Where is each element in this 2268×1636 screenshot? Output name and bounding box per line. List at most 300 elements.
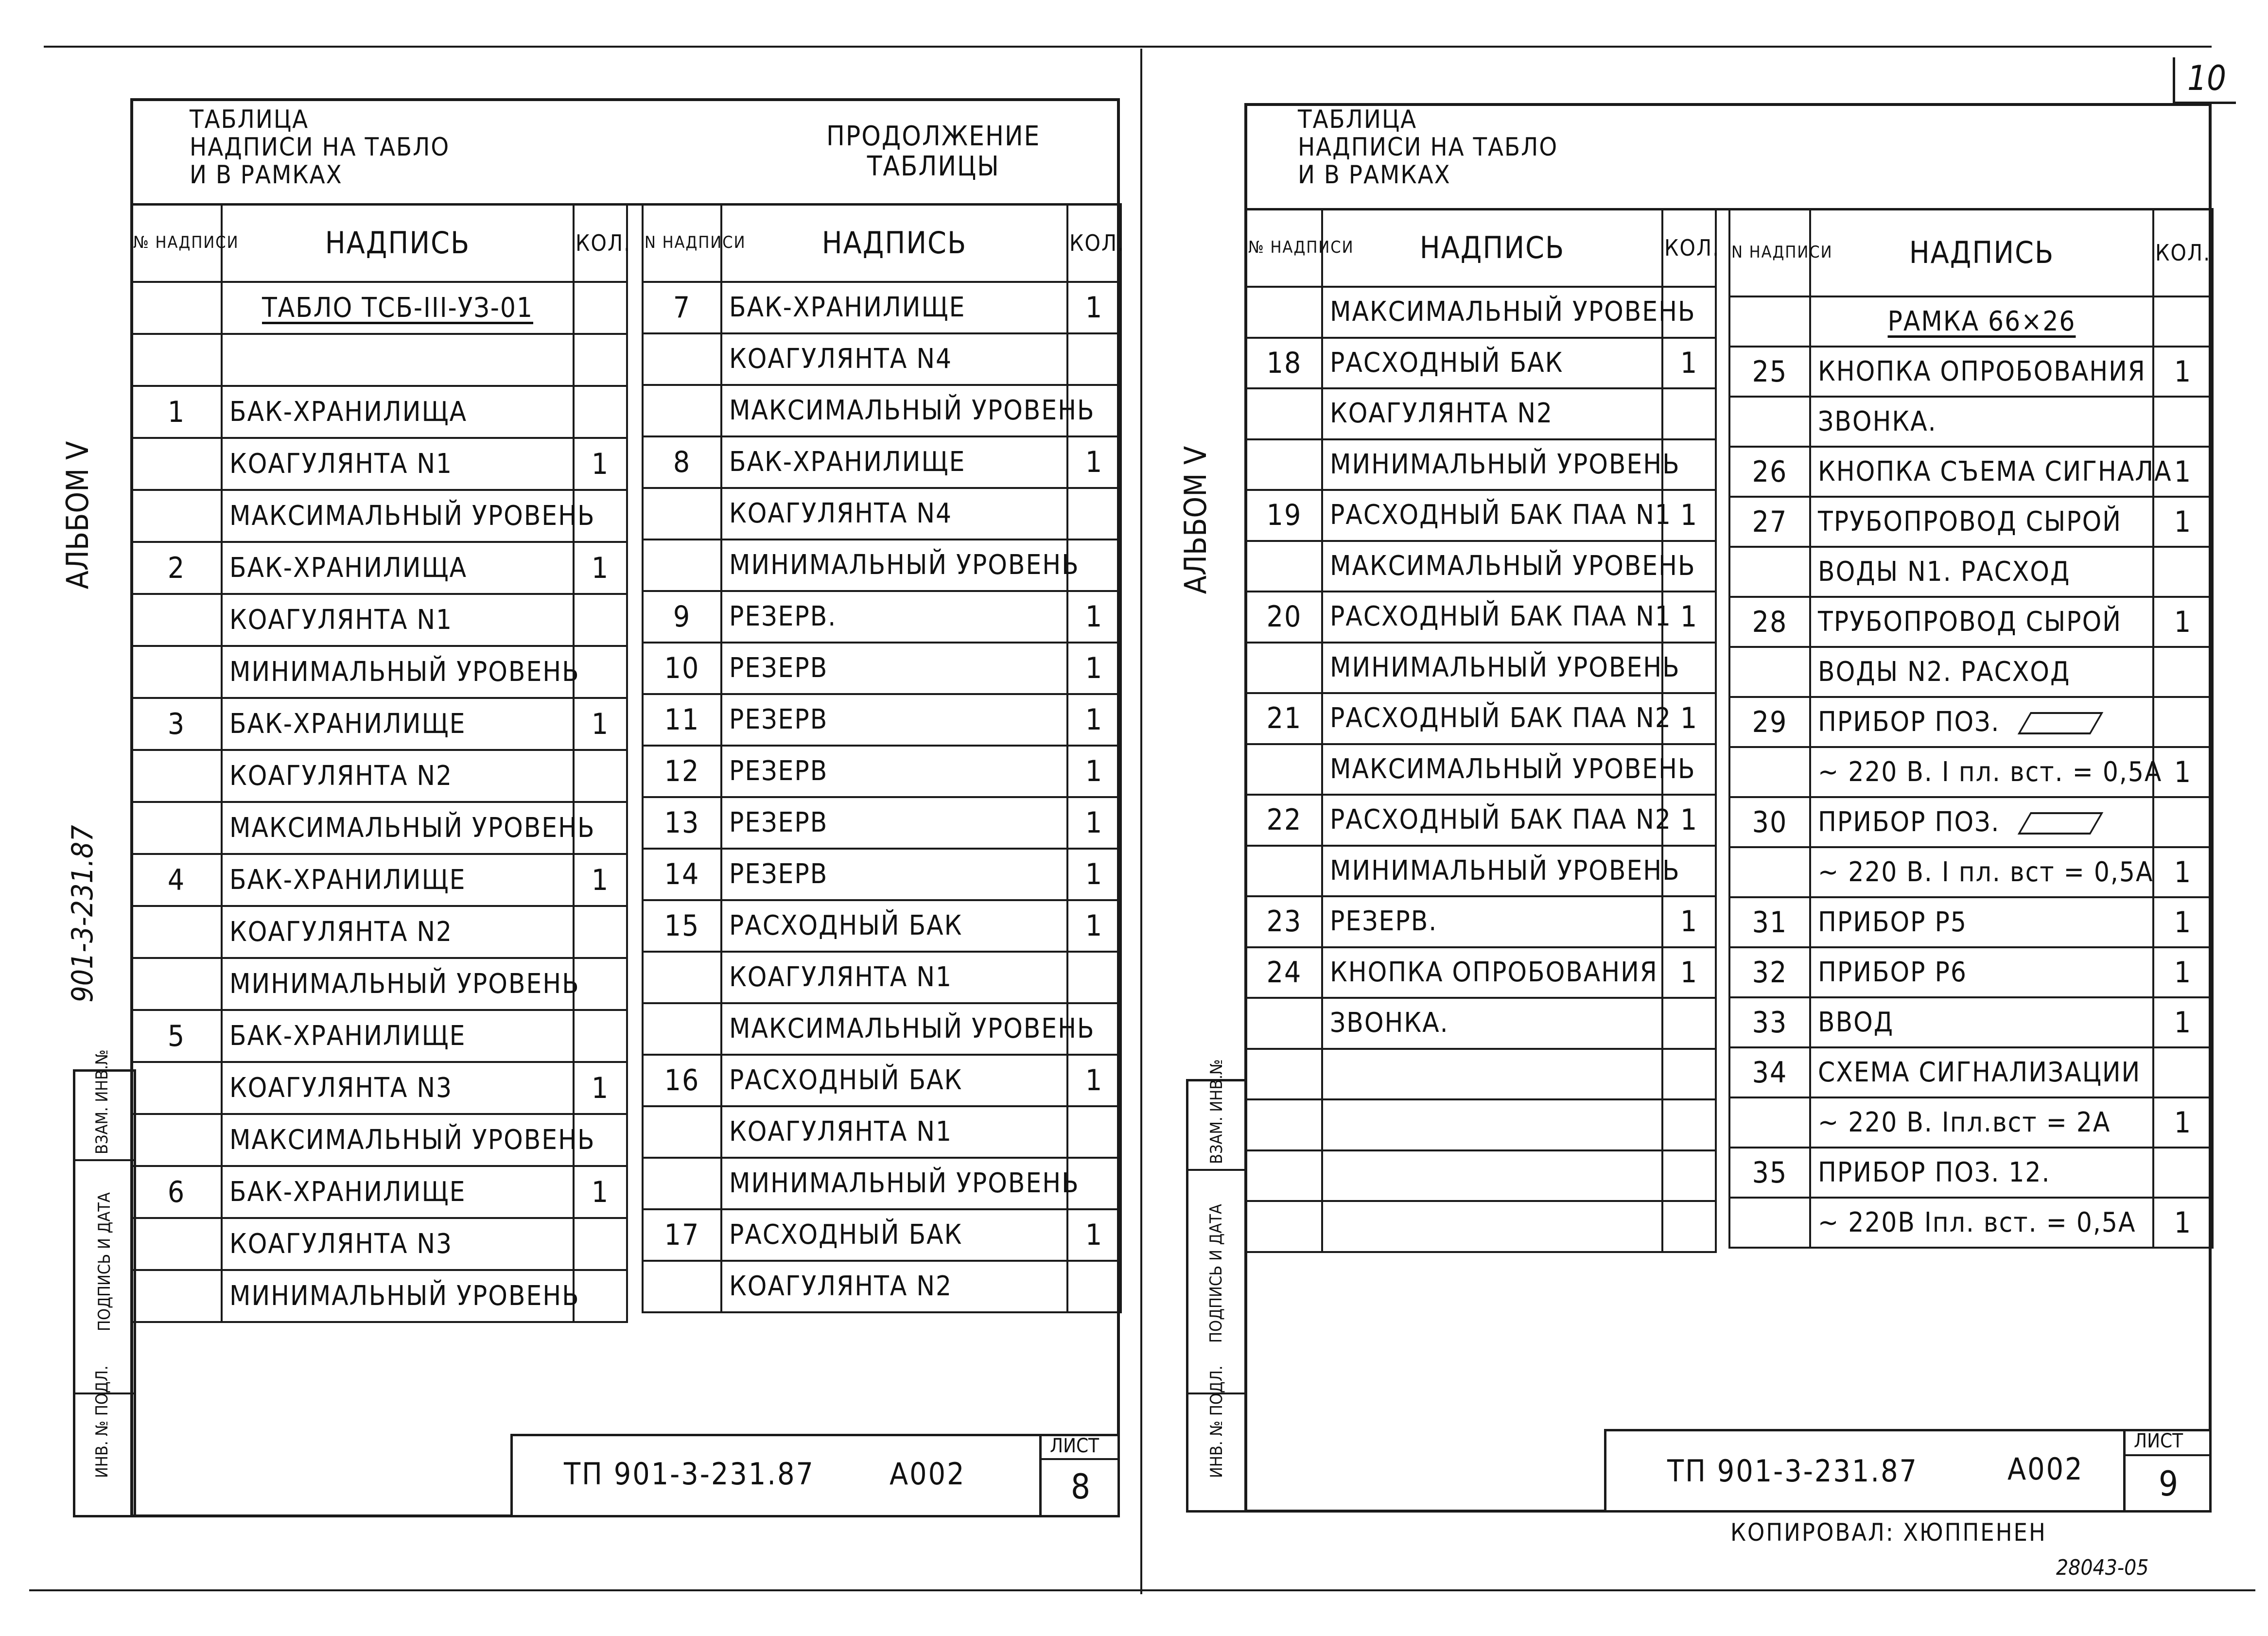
row-qty — [1662, 1099, 1716, 1150]
row-num — [1246, 287, 1322, 338]
row-num: 29 — [1729, 697, 1810, 747]
table-row — [1246, 998, 1716, 1049]
table-row — [643, 436, 1121, 488]
row-qty: 1 — [574, 438, 627, 490]
row-text — [222, 1218, 574, 1270]
row-num: 3 — [131, 698, 222, 750]
row-text-value: МАКСИМАЛЬНЫЙ УРОВЕНЬ — [229, 500, 595, 532]
table-row — [643, 1261, 1121, 1312]
table-row — [1246, 1049, 1716, 1100]
row-text-value: РАСХОДНЫЙ БАК ПАА N2 — [1330, 804, 1672, 836]
col-num-header: N НАДПИСИ — [643, 204, 721, 282]
row-qty: 1 — [2153, 597, 2213, 647]
table-row — [1729, 497, 2213, 547]
row-num: 15 — [643, 900, 721, 952]
table-row — [1729, 697, 2213, 747]
table-row — [131, 698, 627, 750]
table-row — [1729, 847, 2213, 897]
row-text — [1810, 647, 2153, 697]
table-row — [1246, 287, 1716, 338]
row-qty — [2153, 1047, 2213, 1097]
row-qty: 1 — [1067, 1209, 1121, 1261]
table-row — [1246, 490, 1716, 541]
left-table-2 — [642, 203, 1125, 1313]
left-stripe-sign: ПОДПИСЬ И ДАТА — [95, 1192, 114, 1331]
table-row — [1729, 1198, 2213, 1248]
table-row — [131, 1062, 627, 1114]
row-qty: 1 — [1662, 947, 1716, 998]
row-qty — [1662, 1201, 1716, 1252]
row-text-value: ЗВОНКА. — [1818, 405, 1937, 437]
continuation-line-1: ПРОДОЛЖЕНИЕ — [826, 121, 1041, 152]
row-text — [721, 540, 1080, 591]
row-qty — [574, 1010, 627, 1062]
row-num: 28 — [1729, 597, 1810, 647]
row-qty: 1 — [2153, 497, 2213, 547]
row-qty: 1 — [1067, 849, 1121, 900]
row-qty: 1 — [1067, 436, 1121, 488]
row-text — [1322, 338, 1662, 389]
left-sheet-no: 8 — [1070, 1467, 1091, 1507]
row-num: 16 — [643, 1055, 721, 1106]
row-num — [1729, 1198, 1810, 1248]
table-row — [643, 900, 1121, 952]
row-qty — [574, 594, 627, 646]
archive-number: 28043-05 — [2056, 1555, 2149, 1580]
row-qty — [2153, 797, 2213, 847]
row-text — [721, 1003, 1095, 1055]
row-text-value: МИНИМАЛЬНЫЙ УРОВЕНЬ — [729, 549, 1080, 581]
row-text-value: РЕЗЕРВ — [729, 858, 828, 890]
row-qty: 1 — [2153, 897, 2213, 947]
row-text — [1322, 592, 1672, 643]
row-qty — [574, 1218, 627, 1270]
row-text-value: СХЕМА СИГНАЛИЗАЦИИ — [1818, 1056, 2141, 1088]
row-text — [222, 802, 595, 854]
row-text — [1810, 997, 2153, 1047]
row-qty: 1 — [1067, 746, 1121, 797]
row-text-value: МИНИМАЛЬНЫЙ УРОВЕНЬ — [1330, 854, 1680, 887]
row-num: 11 — [643, 694, 721, 746]
row-text — [721, 1158, 1080, 1209]
row-text-value: БАК-ХРАНИЛИЩЕ — [729, 292, 966, 323]
row-qty: 1 — [1662, 490, 1716, 541]
row-num: 17 — [643, 1209, 721, 1261]
row-text-value: ТРУБОПРОВОД СЫРОЙ — [1818, 505, 2122, 538]
row-text-value: КОАГУЛЯНТА N3 — [229, 1072, 453, 1104]
table-row — [1729, 296, 2213, 347]
row-num — [643, 952, 721, 1003]
table-row — [1729, 1047, 2213, 1097]
row-text-value: МАКСИМАЛЬНЫЙ УРОВЕНЬ — [729, 395, 1095, 426]
row-text-value: РАСХОДНЫЙ БАК ПАА N1 — [1330, 601, 1672, 633]
row-num — [131, 802, 222, 854]
row-num: 14 — [643, 849, 721, 900]
row-qty — [2153, 1148, 2213, 1198]
table-row — [1246, 338, 1716, 389]
row-text — [721, 1261, 1067, 1312]
row-text-value: КНОПКА ОПРОБОВАНИЯ — [1818, 355, 2146, 387]
row-qty: 1 — [1662, 338, 1716, 389]
table-row — [131, 542, 627, 594]
row-text — [721, 488, 1067, 540]
row-qty: 1 — [1662, 693, 1716, 744]
col-qty-header: КОЛ. — [2153, 209, 2213, 296]
left-stripe-inv: ИНВ. № ПОДЛ. — [92, 1365, 112, 1478]
row-text-value: МАКСИМАЛЬНЫЙ УРОВЕНЬ — [1330, 753, 1696, 785]
row-text-value: ПРИБОР ПОЗ. — [1818, 706, 2000, 738]
row-text-value: РЕЗЕРВ. — [1330, 905, 1438, 938]
table-row — [643, 333, 1121, 385]
row-num: 19 — [1246, 490, 1322, 541]
row-num: 6 — [131, 1166, 222, 1218]
left-album-label: АЛЬБОМ V — [60, 441, 95, 590]
table-row — [1729, 547, 2213, 597]
row-num — [131, 1270, 222, 1322]
row-text — [1322, 795, 1672, 846]
row-text-value: ВОДЫ N2. РАСХОД — [1818, 656, 2071, 688]
table-row — [1729, 447, 2213, 497]
table-row — [643, 488, 1121, 540]
row-qty: 1 — [1662, 795, 1716, 846]
left-stamp-doc: А002 — [890, 1456, 966, 1492]
row-text — [1810, 296, 2153, 347]
row-qty: 1 — [1067, 282, 1121, 333]
row-text-value: ТРУБОПРОВОД СЫРОЙ — [1818, 606, 2122, 638]
row-text-value: МАКСИМАЛЬНЫЙ УРОВЕНЬ — [1330, 296, 1696, 328]
row-num — [643, 1003, 721, 1055]
row-num — [131, 1114, 222, 1166]
row-text-value: РЕЗЕРВ — [729, 704, 828, 735]
row-num — [131, 282, 222, 334]
table-row — [131, 334, 627, 386]
col-qty-header: КОЛ. — [1662, 209, 1716, 287]
right-stamp-doc: А002 — [2007, 1451, 2084, 1487]
left-title — [190, 106, 450, 190]
row-num — [643, 540, 721, 591]
row-num — [131, 646, 222, 698]
row-qty — [1662, 388, 1716, 439]
row-qty: 1 — [1067, 694, 1121, 746]
row-text-value: РАСХОДНЫЙ БАК ПАА N2 — [1330, 702, 1672, 734]
row-qty: 1 — [1067, 797, 1121, 849]
row-qty: 1 — [2153, 947, 2213, 997]
row-qty: 1 — [1662, 592, 1716, 643]
row-text-value: КНОПКА СЪЕМА СИГНАЛА — [1818, 455, 2172, 487]
row-text — [1810, 597, 2153, 647]
row-text — [1322, 1201, 1662, 1252]
row-text-value: ~ 220 В. Iпл.вст = 2А — [1818, 1106, 2111, 1138]
table-row — [131, 490, 627, 542]
row-text — [222, 698, 574, 750]
row-text — [1322, 541, 1696, 592]
row-text-value: ТАБЛО ТСБ-III-УЗ-01 — [262, 292, 534, 324]
row-text — [721, 900, 1067, 952]
row-qty — [1662, 998, 1716, 1049]
left-table-1 — [130, 203, 631, 1323]
row-qty: 1 — [574, 1062, 627, 1114]
row-qty — [2153, 296, 2213, 347]
row-num: 21 — [1246, 693, 1322, 744]
table-row — [131, 594, 627, 646]
row-num: 27 — [1729, 497, 1810, 547]
table-row — [1246, 643, 1716, 694]
right-title-line-3: И В РАМКАХ — [1298, 160, 1451, 190]
row-num: 35 — [1729, 1148, 1810, 1198]
row-num: 30 — [1729, 797, 1810, 847]
col-qty-header: КОЛ. — [574, 204, 627, 282]
row-text-value: МИНИМАЛЬНЫЙ УРОВЕНЬ — [1330, 448, 1680, 480]
row-text — [1810, 897, 2153, 947]
table-row — [1246, 846, 1716, 897]
row-text-value: КОАГУЛЯНТА N1 — [729, 1116, 953, 1148]
right-title-line-1: ТАБЛИЦА — [1298, 105, 1417, 134]
row-num — [1729, 296, 1810, 347]
table-row — [643, 1003, 1121, 1055]
left-title-line-3: И В РАМКАХ — [190, 160, 343, 190]
row-num: 12 — [643, 746, 721, 797]
row-qty: 1 — [1067, 643, 1121, 694]
row-qty — [2153, 697, 2213, 747]
row-num — [643, 385, 721, 436]
row-qty: 1 — [1067, 591, 1121, 643]
row-qty: 1 — [574, 542, 627, 594]
row-qty: 1 — [1067, 1055, 1121, 1106]
row-num: 5 — [131, 1010, 222, 1062]
table-row — [643, 643, 1121, 694]
row-num — [131, 490, 222, 542]
row-text-value: БАК-ХРАНИЛИЩЕ — [229, 708, 466, 740]
row-text-value: МИНИМАЛЬНЫЙ УРОВЕНЬ — [229, 656, 580, 688]
table-row — [643, 385, 1121, 436]
table-row — [1729, 897, 2213, 947]
table-row — [643, 1209, 1121, 1261]
row-qty — [574, 1270, 627, 1322]
row-qty — [574, 282, 627, 334]
row-text — [222, 334, 574, 386]
row-num — [1246, 643, 1322, 694]
table-row — [1729, 1148, 2213, 1198]
left-stamp-code: ТП 901-3-231.87 — [564, 1456, 815, 1492]
row-text — [1322, 1049, 1662, 1100]
row-text — [222, 906, 574, 958]
row-text-value: ~ 220 В. I пл. вст = 0,5А — [1818, 856, 2154, 888]
row-text-value: КОАГУЛЯНТА N1 — [729, 961, 953, 993]
table-row — [131, 802, 627, 854]
table-row — [131, 282, 627, 334]
row-text — [1322, 1150, 1662, 1201]
row-text-value: ПРИБОР ПОЗ. — [1818, 806, 2000, 838]
row-num — [1246, 846, 1322, 897]
row-num — [131, 594, 222, 646]
left-sheet-cell-divider — [1039, 1458, 1120, 1460]
row-text-value: КОАГУЛЯНТА N2 — [729, 1271, 953, 1302]
row-text — [1810, 397, 2153, 447]
row-qty: 1 — [2153, 347, 2213, 397]
row-qty — [1067, 1106, 1121, 1158]
row-text — [222, 438, 574, 490]
row-text — [222, 1114, 595, 1166]
row-text-value: КОАГУЛЯНТА N2 — [1330, 398, 1553, 430]
col-text-header: НАДПИСЬ — [1322, 209, 1662, 287]
row-text — [222, 750, 574, 802]
row-qty: 1 — [574, 1166, 627, 1218]
row-num: 7 — [643, 282, 721, 333]
row-text-value: КОАГУЛЯНТА N2 — [229, 916, 453, 948]
row-qty: 1 — [1662, 896, 1716, 947]
row-text — [1810, 847, 2153, 897]
row-text-value: МАКСИМАЛЬНЫЙ УРОВЕНЬ — [229, 1124, 595, 1156]
row-text-value: МАКСИМАЛЬНЫЙ УРОВЕНЬ — [1330, 550, 1696, 582]
table-row — [1729, 797, 2213, 847]
row-text — [721, 282, 1067, 333]
row-qty — [574, 334, 627, 386]
left-sheet-label: ЛИСТ — [1050, 1435, 1099, 1457]
row-text-value: РАСХОДНЫЙ БАК — [729, 1219, 963, 1251]
row-num: 31 — [1729, 897, 1810, 947]
row-num — [131, 906, 222, 958]
row-num: 33 — [1729, 997, 1810, 1047]
row-text — [721, 797, 1067, 849]
row-text — [222, 490, 595, 542]
row-qty: 1 — [2153, 997, 2213, 1047]
row-text — [721, 746, 1067, 797]
fold-line — [1140, 49, 1142, 1594]
table-row — [1246, 693, 1716, 744]
row-num: 32 — [1729, 947, 1810, 997]
row-text — [1810, 797, 2153, 847]
right-sheet-cell-divider — [2123, 1454, 2212, 1456]
row-text — [1810, 447, 2172, 497]
table-row — [643, 591, 1121, 643]
row-text — [222, 282, 574, 334]
table-row — [1246, 439, 1716, 490]
table-row — [131, 646, 627, 698]
col-num-header: N НАДПИСИ — [1729, 209, 1810, 296]
table-row — [643, 1106, 1121, 1158]
right-table-1 — [1245, 208, 1720, 1253]
left-title-line-1: ТАБЛИЦА — [190, 105, 309, 134]
table-row — [643, 282, 1121, 333]
row-qty — [1067, 1261, 1121, 1312]
page-mark: 10 — [2187, 58, 2227, 98]
table-row — [643, 1158, 1121, 1209]
table-row — [643, 952, 1121, 1003]
row-num — [1729, 847, 1810, 897]
right-table-2 — [1728, 208, 2214, 1249]
table-row — [1729, 747, 2213, 797]
table-row — [1729, 397, 2213, 447]
row-text — [721, 591, 1067, 643]
table-row — [643, 849, 1121, 900]
row-text — [222, 1010, 574, 1062]
row-text — [721, 1106, 1067, 1158]
row-text — [1322, 896, 1662, 947]
table-row — [131, 1114, 627, 1166]
row-num — [643, 333, 721, 385]
row-num — [1246, 1201, 1322, 1252]
row-qty — [1662, 1049, 1716, 1100]
row-text-value: РАСХОДНЫЙ БАК ПАА N1 — [1330, 499, 1672, 531]
row-text-value: ПРИБОР ПОЗ. 12. — [1818, 1156, 2051, 1188]
row-text-value: КОАГУЛЯНТА N2 — [229, 760, 453, 792]
table-row — [131, 386, 627, 438]
right-album-label: АЛЬБОМ V — [1178, 446, 1213, 594]
row-text — [1810, 347, 2153, 397]
row-num — [1729, 747, 1810, 797]
row-text — [1322, 744, 1696, 795]
row-text — [1322, 439, 1680, 490]
row-num — [643, 1158, 721, 1209]
row-text — [222, 1166, 574, 1218]
right-stripe-inv: ИНВ. № ПОДЛ. — [1207, 1365, 1226, 1478]
row-text — [1322, 643, 1680, 694]
table-row — [643, 694, 1121, 746]
table-row — [131, 1218, 627, 1270]
row-qty — [574, 906, 627, 958]
row-text — [1322, 490, 1672, 541]
row-text — [222, 958, 580, 1010]
row-text-value: ПРИБОР Р5 — [1818, 906, 1967, 938]
row-text-value: МАКСИМАЛЬНЫЙ УРОВЕНЬ — [229, 812, 595, 844]
row-text-value: БАК-ХРАНИЛИЩЕ — [229, 864, 466, 896]
table-row — [131, 1270, 627, 1322]
row-text-value: МИНИМАЛЬНЫЙ УРОВЕНЬ — [229, 1280, 580, 1312]
row-text — [1810, 947, 2153, 997]
row-text — [1322, 388, 1662, 439]
row-num — [1246, 998, 1322, 1049]
table-row — [1729, 947, 2213, 997]
right-sheet-label: ЛИСТ — [2134, 1430, 2183, 1452]
row-num — [1246, 1049, 1322, 1100]
row-text — [1322, 693, 1672, 744]
row-qty — [1067, 333, 1121, 385]
row-text — [1810, 1148, 2153, 1198]
row-text — [222, 854, 574, 906]
row-qty: 1 — [2153, 847, 2213, 897]
row-qty: 1 — [2153, 1198, 2213, 1248]
row-text — [222, 386, 574, 438]
row-qty — [574, 958, 627, 1010]
table-row — [1729, 1097, 2213, 1148]
row-text-value: ВОДЫ N1. РАСХОД — [1818, 556, 2071, 588]
row-num — [643, 1261, 721, 1312]
row-text — [721, 385, 1095, 436]
row-num: 24 — [1246, 947, 1322, 998]
row-text-value: РЕЗЕРВ — [729, 652, 828, 684]
row-text — [721, 952, 1067, 1003]
row-num — [131, 750, 222, 802]
table-row — [131, 1010, 627, 1062]
table-row — [1246, 947, 1716, 998]
row-text-value: РАСХОДНЫЙ БАК — [1330, 347, 1564, 379]
row-qty — [2153, 647, 2213, 697]
row-text-value: МАКСИМАЛЬНЫЙ УРОВЕНЬ — [729, 1013, 1095, 1044]
row-text-value: РЕЗЕРВ. — [729, 601, 837, 632]
table-row — [1246, 388, 1716, 439]
table-row — [1246, 744, 1716, 795]
continuation-title — [826, 122, 1040, 181]
row-num: 1 — [131, 386, 222, 438]
row-text-value: МИНИМАЛЬНЫЙ УРОВЕНЬ — [1330, 651, 1680, 683]
row-text — [222, 1270, 580, 1322]
row-num: 34 — [1729, 1047, 1810, 1097]
row-num — [1729, 547, 1810, 597]
row-qty — [1662, 1150, 1716, 1201]
row-num: 20 — [1246, 592, 1322, 643]
row-qty — [574, 646, 627, 698]
row-text-value: РЕЗЕРВ — [729, 807, 828, 838]
